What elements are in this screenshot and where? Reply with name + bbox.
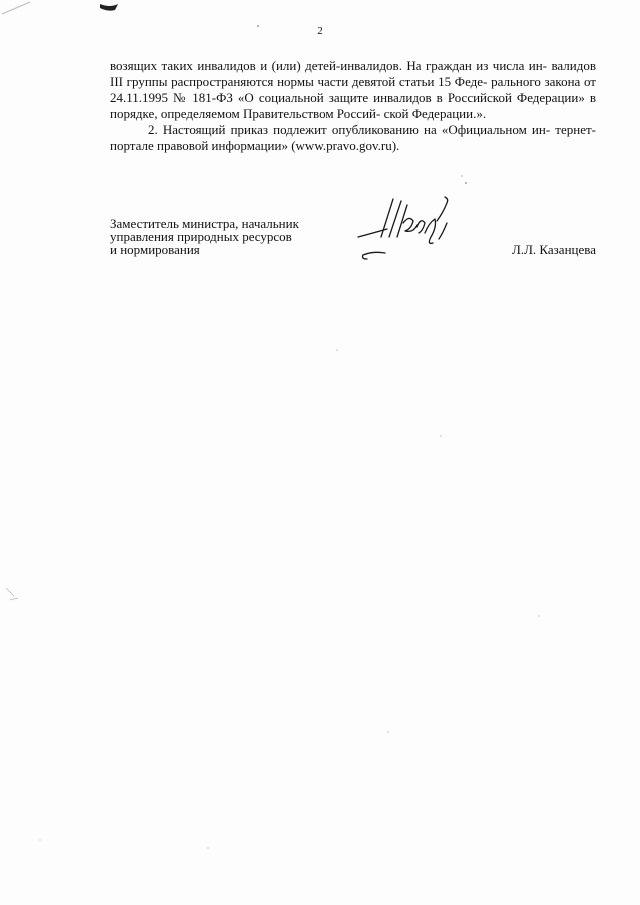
text-line: тернет-портале правовой информации» (www.pravo.gov.ru). [110, 122, 596, 153]
text-line: Российской Федерации» в порядке, определяемом Правительством Россий- [110, 90, 596, 121]
paragraph-publication [110, 122, 596, 154]
signer-title-line: управления природных ресурсов [110, 229, 292, 244]
signer-title-line: Заместитель министра, начальник [110, 216, 299, 231]
paragraph-continued [110, 58, 596, 122]
signer-name: Л.Л. Казанцева [512, 242, 596, 257]
signer-title-line: и нормирования [110, 242, 200, 257]
handwritten-signature [353, 193, 463, 268]
document-body [110, 58, 596, 154]
text-line: ской Федерации.». [383, 106, 487, 121]
page-number: 2 [317, 25, 323, 37]
text-line: возящих таких инвалидов и (или) детей-инвалидов. На граждан из числа ин- [110, 58, 548, 73]
text-line: рального закона от 24.11.1995 № 181-ФЗ «О социальной защите инвалидов в [110, 74, 596, 105]
text-line: валидов III группы распространяются нормы части девятой статьи 15 Феде- [110, 58, 597, 89]
signer-title [110, 217, 350, 256]
text-line: 2. Настоящий приказ подлежит опубликованию на «Официальном ин- [148, 122, 551, 137]
